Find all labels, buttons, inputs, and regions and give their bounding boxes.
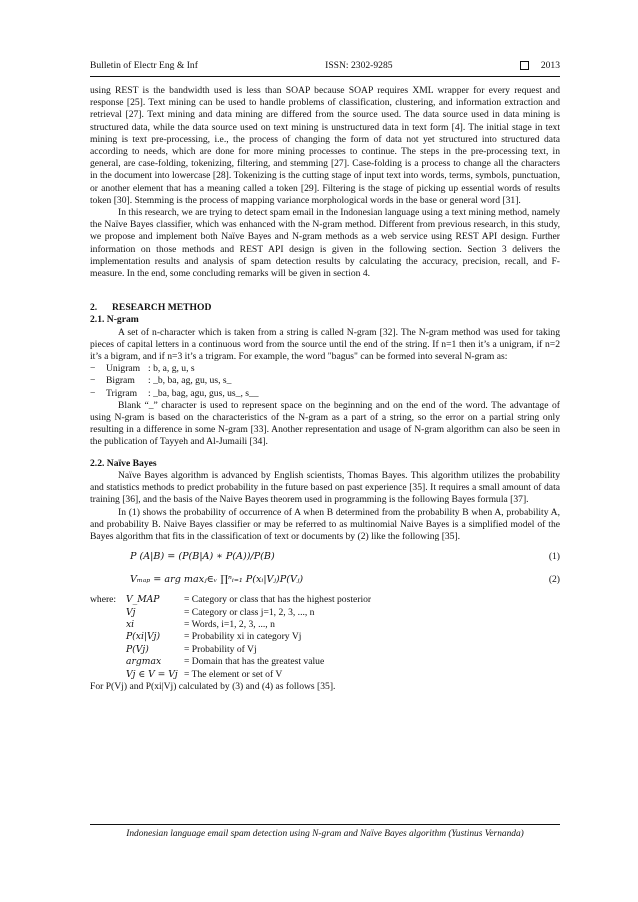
equation-2-number: (2)	[548, 574, 560, 585]
subsection-heading-naive-bayes: 2.2. Naïve Bayes	[90, 457, 157, 469]
header-rule	[90, 76, 560, 77]
equation-1-number: (1)	[548, 551, 560, 562]
definition-row: Vj = Category or class j=1, 2, 3, ..., n	[126, 606, 315, 618]
naive-bayes-paragraph-2: In (1) shows the probability of occurrence of A when B determined from the probability B when A, probability A, and probability B. Naive Bayes classifier or may be referred to as multinomial Naive Bayes is a simplified model of the Bayes algorithm that fits in the classification of text or documents by (2) like the following [35].	[90, 506, 560, 542]
subsection-heading-ngram: 2.1. N-gram	[90, 314, 139, 326]
definition-row: xi = Words, i=1, 2, 3, ..., n	[126, 618, 275, 630]
header-right	[520, 60, 560, 71]
list-item: − Unigram : b, a, g, u, s	[90, 363, 195, 375]
ngram-paragraph-2: Blank “_” character is used to represent space on the beginning and on the end of the word. The advantage of using N-gram is based on the characteristics of the N-gram as a part of a string, so the error on a partial string only resulting in a difference in some N-gram [33]. Another representation and usage of N-gram algorithm can also be seen in the publication of Tayyeh and Al-Jumaili [34].	[90, 399, 560, 448]
equation-2-formula: Vₘₐₚ = arg maxⱼ∈ᵥ ∏ⁿᵢ₌₁ P(xᵢ|Vⱼ)P(Vⱼ)	[130, 574, 304, 585]
intro-paragraph-2: In this research, we are trying to detect spam email in the Indonesian language using a text mining method, namely the Naïve Bayes classifier, which was enhanced with the N-gram method. Different from previous research, in this study, we propose and implement both Naïve Bayes and N-gram methods as a web service using REST API design. Further information on those methods and REST API design is given in the following section. Section 3 delivers the implementation results and analysis of spam detection results by calculating the accuracy, precision, recall, and F-measure. In the end, some concluding remarks will be given in section 4.	[90, 207, 560, 280]
list-item: − Bigram : _b, ba, ag, gu, us, s_	[90, 375, 232, 387]
article-body	[90, 85, 560, 693]
equation-1	[90, 548, 560, 566]
closing-line: For P(Vj) and P(xi|Vj) calculated by (3) and (4) as follows [35].	[90, 680, 336, 692]
equation-2	[90, 571, 560, 589]
year: 2013	[540, 60, 560, 71]
definition-row: where: V_MAP = Category or class that has the highest posterior	[90, 594, 372, 606]
ngram-paragraph-1: A set of n-character which is taken from a string is called N-gram [32]. The N-gram method was used for taking pieces of capital letters in a continuous word from the source until the end of the string. If n=1 then it’s a unigram, if n=2 it’s a bigram, and if n=3 it’s a trigram. For example, the word "bagus" can be formed into several N-gram as:	[90, 326, 560, 363]
issn: ISSN: 2302-9285	[325, 60, 393, 71]
equation-1-formula: P (A|B) = (P(B|A) ∗ P(A))/P(B)	[130, 551, 275, 562]
definition-row: P(Vj) = Probability of Vj	[126, 643, 257, 655]
variable-definitions	[90, 594, 560, 681]
intro-paragraph-1: using REST is the bandwidth used is less than SOAP because SOAP requires XML wrapper for every request and response [25]. Text mining can be used to handle problems of classification, clustering, and information extraction and retrieval [27]. Text mining and data mining are differed from the source used. The data source used in data mining is structured data, while the data source used on text mining is unstructured data in text form [4]. The initial stage in text mining is text pre-processing, i.e., the process of changing the form of data not yet structured into structured data according to needs, which are done for more mining processes to continue. The steps in the pre-processing text, in general, are case-folding, tokenizing, filtering, and stemming [27]. Case-folding is a process to change all the characters in the document into lowercase [28]. Tokenizing is the cutting stage of input text into words, terms, symbols, punctuation, or another element that has a meaning called a token [29]. Filtering is the stage of picking up essential words of results token [30]. Stemming is the process of mapping variance morphological words in the base or general word [31].	[90, 85, 560, 206]
footer-rule	[90, 824, 560, 825]
running-footer: Indonesian language email spam detection using N-gram and Naïve Bayes algorithm (Yustinus Vernanda)	[126, 829, 524, 839]
journal-name: Bulletin of Electr Eng & Inf	[90, 60, 198, 71]
running-header	[90, 60, 560, 71]
naive-bayes-paragraph-1: Naïve Bayes algorithm is advanced by English scientists, Thomas Bayes. This algorithm utilizes the probability and statistics methods to predict probability in the future based on past experience [35]. It requires a small amount of data training [36], and the basis of the Naive Bayes theorem used in programming is the following Bayes formula [37].	[90, 469, 560, 506]
definition-row: argmax = Domain that has the greatest value	[126, 656, 325, 668]
checkbox-square-icon	[520, 61, 529, 70]
section-number: 2.	[90, 302, 98, 314]
section-heading	[90, 302, 560, 314]
list-item: − Trigram : _ba, bag, agu, gus, us_, s__	[90, 387, 259, 399]
section-title: RESEARCH METHOD	[112, 302, 212, 314]
definition-row: P(xi|Vj) = Probability xi in category Vj	[126, 631, 302, 643]
ngram-example-list	[90, 363, 560, 400]
definition-row: Vj ∈ V = Vj = The element or set of V	[126, 668, 283, 680]
